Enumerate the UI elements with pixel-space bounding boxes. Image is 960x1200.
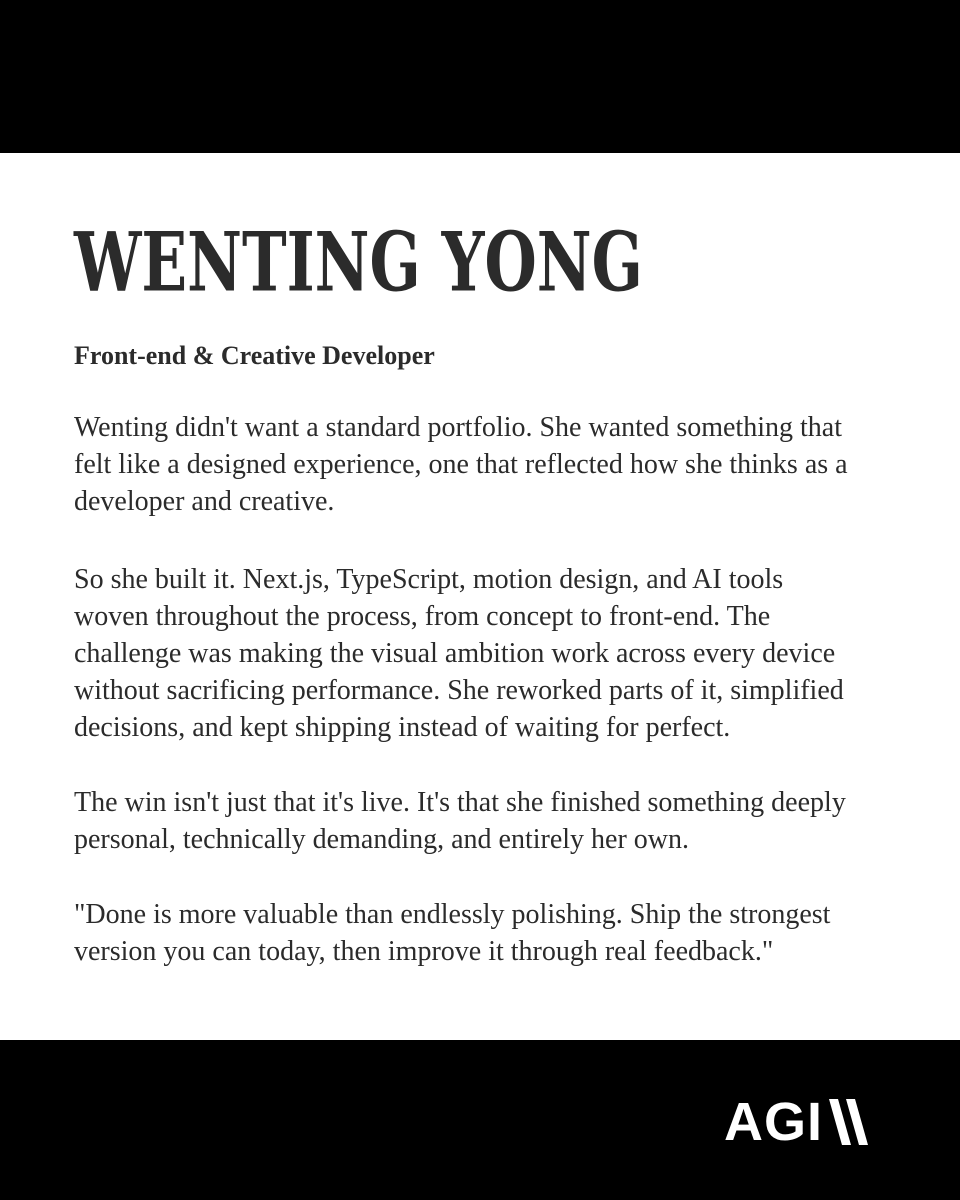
person-name: WENTING YONG [74, 216, 643, 311]
text-line: felt like a designed experience, one that reflected how she thinks as a [74, 449, 848, 480]
double-slash-mark-icon [827, 1099, 875, 1145]
text-line: woven throughout the process, from concept to front-end. The [74, 601, 771, 632]
text-line: Wenting didn't want a standard portfolio. She wanted something that [74, 412, 842, 443]
story-paragraph-3 [74, 784, 846, 858]
text-line: personal, technically demanding, and entirely her own. [74, 824, 690, 855]
logo-text: AGI [724, 1092, 824, 1152]
agi-logo [724, 1092, 875, 1152]
text-line: version you can today, then improve it through real feedback." [74, 936, 774, 967]
top-black-band [0, 0, 960, 153]
text-line: developer and creative. [74, 486, 335, 517]
text-line: "Done is more valuable than endlessly polishing. Ship the strongest [74, 899, 831, 930]
text-line: decisions, and kept shipping instead of waiting for perfect. [74, 712, 731, 743]
content-panel [0, 153, 960, 1040]
text-line: So she built it. Next.js, TypeScript, motion design, and AI tools [74, 564, 784, 595]
person-role: Front-end & Creative Developer [74, 341, 435, 370]
story-paragraph-2 [74, 561, 844, 746]
text-line: without sacrificing performance. She reworked parts of it, simplified [74, 675, 844, 706]
quote [74, 896, 830, 970]
text-line: challenge was making the visual ambition work across every device [74, 638, 836, 669]
story-paragraph-1 [74, 409, 848, 520]
text-line: The win isn't just that it's live. It's that she finished something deeply [74, 787, 846, 818]
